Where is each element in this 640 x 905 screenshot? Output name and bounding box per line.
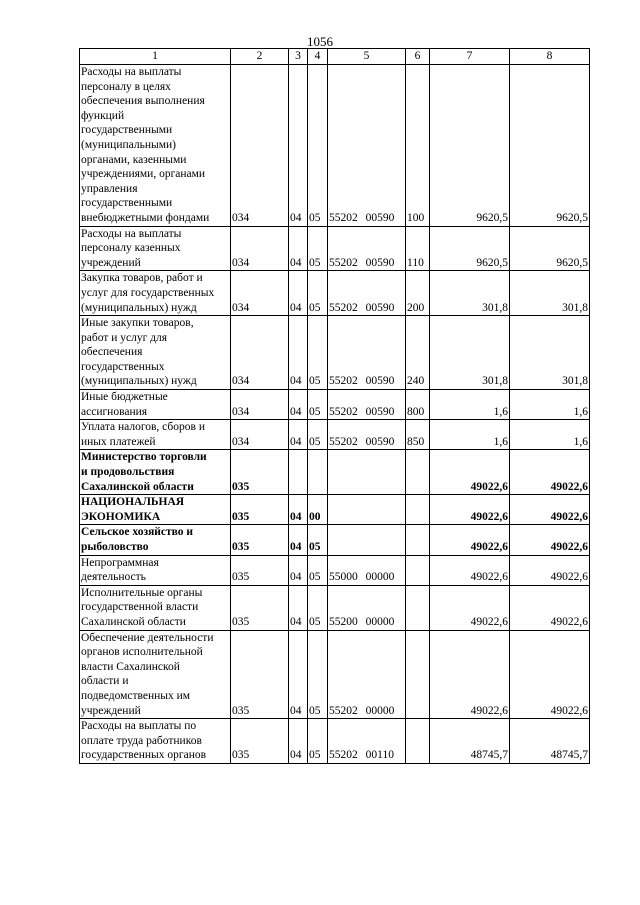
row-amount-1: 49022,6 [430, 495, 510, 525]
row-subsection-code: 05 [308, 420, 328, 450]
row-name: Министерство торговли и продовольствия Сахалинской области [80, 450, 231, 495]
row-subsection-code [308, 450, 328, 495]
row-section-code: 04 [289, 420, 308, 450]
table-header-row [80, 49, 590, 65]
row-amount-2: 49022,6 [510, 525, 590, 555]
row-name: Сельское хозяйство и рыболовство [80, 525, 231, 555]
row-expense-type [406, 719, 430, 764]
row-amount-1: 301,8 [430, 316, 510, 390]
row-section-code [289, 450, 308, 495]
row-expense-type [406, 495, 430, 525]
row-expense-type [406, 585, 430, 630]
table-row [80, 525, 590, 555]
row-name: Иные бюджетные ассигнования [80, 390, 231, 420]
row-subsection-code: 05 [308, 525, 328, 555]
row-target-code: 55202 00110 [328, 719, 406, 764]
row-name: НАЦИОНАЛЬНАЯ ЭКОНОМИКА [80, 495, 231, 525]
row-amount-2: 49022,6 [510, 450, 590, 495]
header-col-2: 2 [231, 49, 289, 65]
row-amount-2: 301,8 [510, 271, 590, 316]
row-target-code: 55202 00590 [328, 390, 406, 420]
row-target-code: 55200 00000 [328, 585, 406, 630]
row-amount-2: 49022,6 [510, 495, 590, 525]
table-row [80, 420, 590, 450]
row-section-code: 04 [289, 226, 308, 271]
row-name: Закупка товаров, работ и услуг для государственных (муниципальных) нужд [80, 271, 231, 316]
table-row [80, 316, 590, 390]
row-ministry-code: 035 [231, 525, 289, 555]
row-target-code: 55202 00590 [328, 226, 406, 271]
row-amount-1: 9620,5 [430, 226, 510, 271]
row-subsection-code: 05 [308, 316, 328, 390]
row-target-code: 55202 00590 [328, 316, 406, 390]
row-amount-1: 48745,7 [430, 719, 510, 764]
row-amount-1: 49022,6 [430, 450, 510, 495]
header-col-6: 6 [406, 49, 430, 65]
row-name: Расходы на выплаты по оплате труда работников государственных органов [80, 719, 231, 764]
header-col-1: 1 [80, 49, 231, 65]
page-number: 1056 [307, 34, 333, 49]
row-section-code: 04 [289, 271, 308, 316]
header-col-5: 5 [328, 49, 406, 65]
table-row [80, 630, 590, 719]
row-target-code: 55202 00000 [328, 630, 406, 719]
row-amount-2: 49022,6 [510, 555, 590, 585]
row-name: Расходы на выплаты персоналу казенных учреждений [80, 226, 231, 271]
row-name: Уплата налогов, сборов и иных платежей [80, 420, 231, 450]
row-section-code: 04 [289, 525, 308, 555]
row-target-code: 55202 00590 [328, 271, 406, 316]
row-subsection-code: 00 [308, 495, 328, 525]
row-expense-type: 110 [406, 226, 430, 271]
row-section-code: 04 [289, 65, 308, 227]
row-amount-2: 9620,5 [510, 226, 590, 271]
row-subsection-code: 05 [308, 585, 328, 630]
row-subsection-code: 05 [308, 65, 328, 227]
row-expense-type [406, 450, 430, 495]
row-subsection-code: 05 [308, 226, 328, 271]
row-target-code: 55202 00590 [328, 420, 406, 450]
row-subsection-code: 05 [308, 271, 328, 316]
row-target-code [328, 525, 406, 555]
row-ministry-code: 034 [231, 271, 289, 316]
row-amount-1: 1,6 [430, 390, 510, 420]
row-name: Непрограммная деятельность [80, 555, 231, 585]
table-row [80, 585, 590, 630]
row-section-code: 04 [289, 390, 308, 420]
row-amount-1: 49022,6 [430, 525, 510, 555]
row-amount-2: 49022,6 [510, 630, 590, 719]
row-subsection-code: 05 [308, 630, 328, 719]
row-amount-1: 301,8 [430, 271, 510, 316]
row-target-code [328, 495, 406, 525]
row-amount-2: 301,8 [510, 316, 590, 390]
table-row [80, 390, 590, 420]
row-amount-2: 1,6 [510, 390, 590, 420]
row-ministry-code: 034 [231, 226, 289, 271]
table-row [80, 719, 590, 764]
row-expense-type: 240 [406, 316, 430, 390]
row-subsection-code: 05 [308, 555, 328, 585]
row-target-code: 55202 00590 [328, 65, 406, 227]
row-expense-type: 850 [406, 420, 430, 450]
row-subsection-code: 05 [308, 390, 328, 420]
row-expense-type [406, 555, 430, 585]
budget-table [79, 48, 590, 764]
table-row [80, 271, 590, 316]
row-amount-1: 49022,6 [430, 585, 510, 630]
header-col-7: 7 [430, 49, 510, 65]
row-amount-1: 49022,6 [430, 555, 510, 585]
row-amount-1: 49022,6 [430, 630, 510, 719]
row-name: Исполнительные органы государственной власти Сахалинской области [80, 585, 231, 630]
row-ministry-code: 035 [231, 495, 289, 525]
row-ministry-code: 035 [231, 450, 289, 495]
header-col-3: 3 [289, 49, 308, 65]
row-expense-type [406, 630, 430, 719]
row-expense-type: 100 [406, 65, 430, 227]
row-section-code: 04 [289, 585, 308, 630]
row-amount-2: 9620,5 [510, 65, 590, 227]
row-name: Расходы на выплаты персоналу в целях обеспечения выполнения функций государственными (муниципальными) органами, казенными учреждениями, органами управления государственными внебюджетными фондами [80, 65, 231, 227]
row-amount-2: 1,6 [510, 420, 590, 450]
row-section-code: 04 [289, 495, 308, 525]
header-col-8: 8 [510, 49, 590, 65]
row-ministry-code: 034 [231, 420, 289, 450]
row-ministry-code: 035 [231, 555, 289, 585]
table-row [80, 555, 590, 585]
row-name: Иные закупки товаров, работ и услуг для обеспечения государственных (муниципальных) нужд [80, 316, 231, 390]
row-name: Обеспечение деятельности органов исполнительной власти Сахалинской области и подведомственных им учреждений [80, 630, 231, 719]
row-ministry-code: 034 [231, 65, 289, 227]
row-ministry-code: 035 [231, 630, 289, 719]
row-subsection-code: 05 [308, 719, 328, 764]
header-col-4: 4 [308, 49, 328, 65]
row-amount-2: 49022,6 [510, 585, 590, 630]
row-amount-1: 9620,5 [430, 65, 510, 227]
row-target-code: 55000 00000 [328, 555, 406, 585]
row-target-code [328, 450, 406, 495]
table-row [80, 495, 590, 525]
row-expense-type: 800 [406, 390, 430, 420]
row-ministry-code: 035 [231, 585, 289, 630]
row-amount-2: 48745,7 [510, 719, 590, 764]
row-ministry-code: 034 [231, 390, 289, 420]
row-expense-type: 200 [406, 271, 430, 316]
table-row [80, 226, 590, 271]
table-body [80, 65, 590, 764]
row-section-code: 04 [289, 555, 308, 585]
row-amount-1: 1,6 [430, 420, 510, 450]
row-ministry-code: 034 [231, 316, 289, 390]
row-section-code: 04 [289, 630, 308, 719]
row-section-code: 04 [289, 719, 308, 764]
row-ministry-code: 035 [231, 719, 289, 764]
table-row [80, 450, 590, 495]
row-section-code: 04 [289, 316, 308, 390]
row-expense-type [406, 525, 430, 555]
table-row [80, 65, 590, 227]
